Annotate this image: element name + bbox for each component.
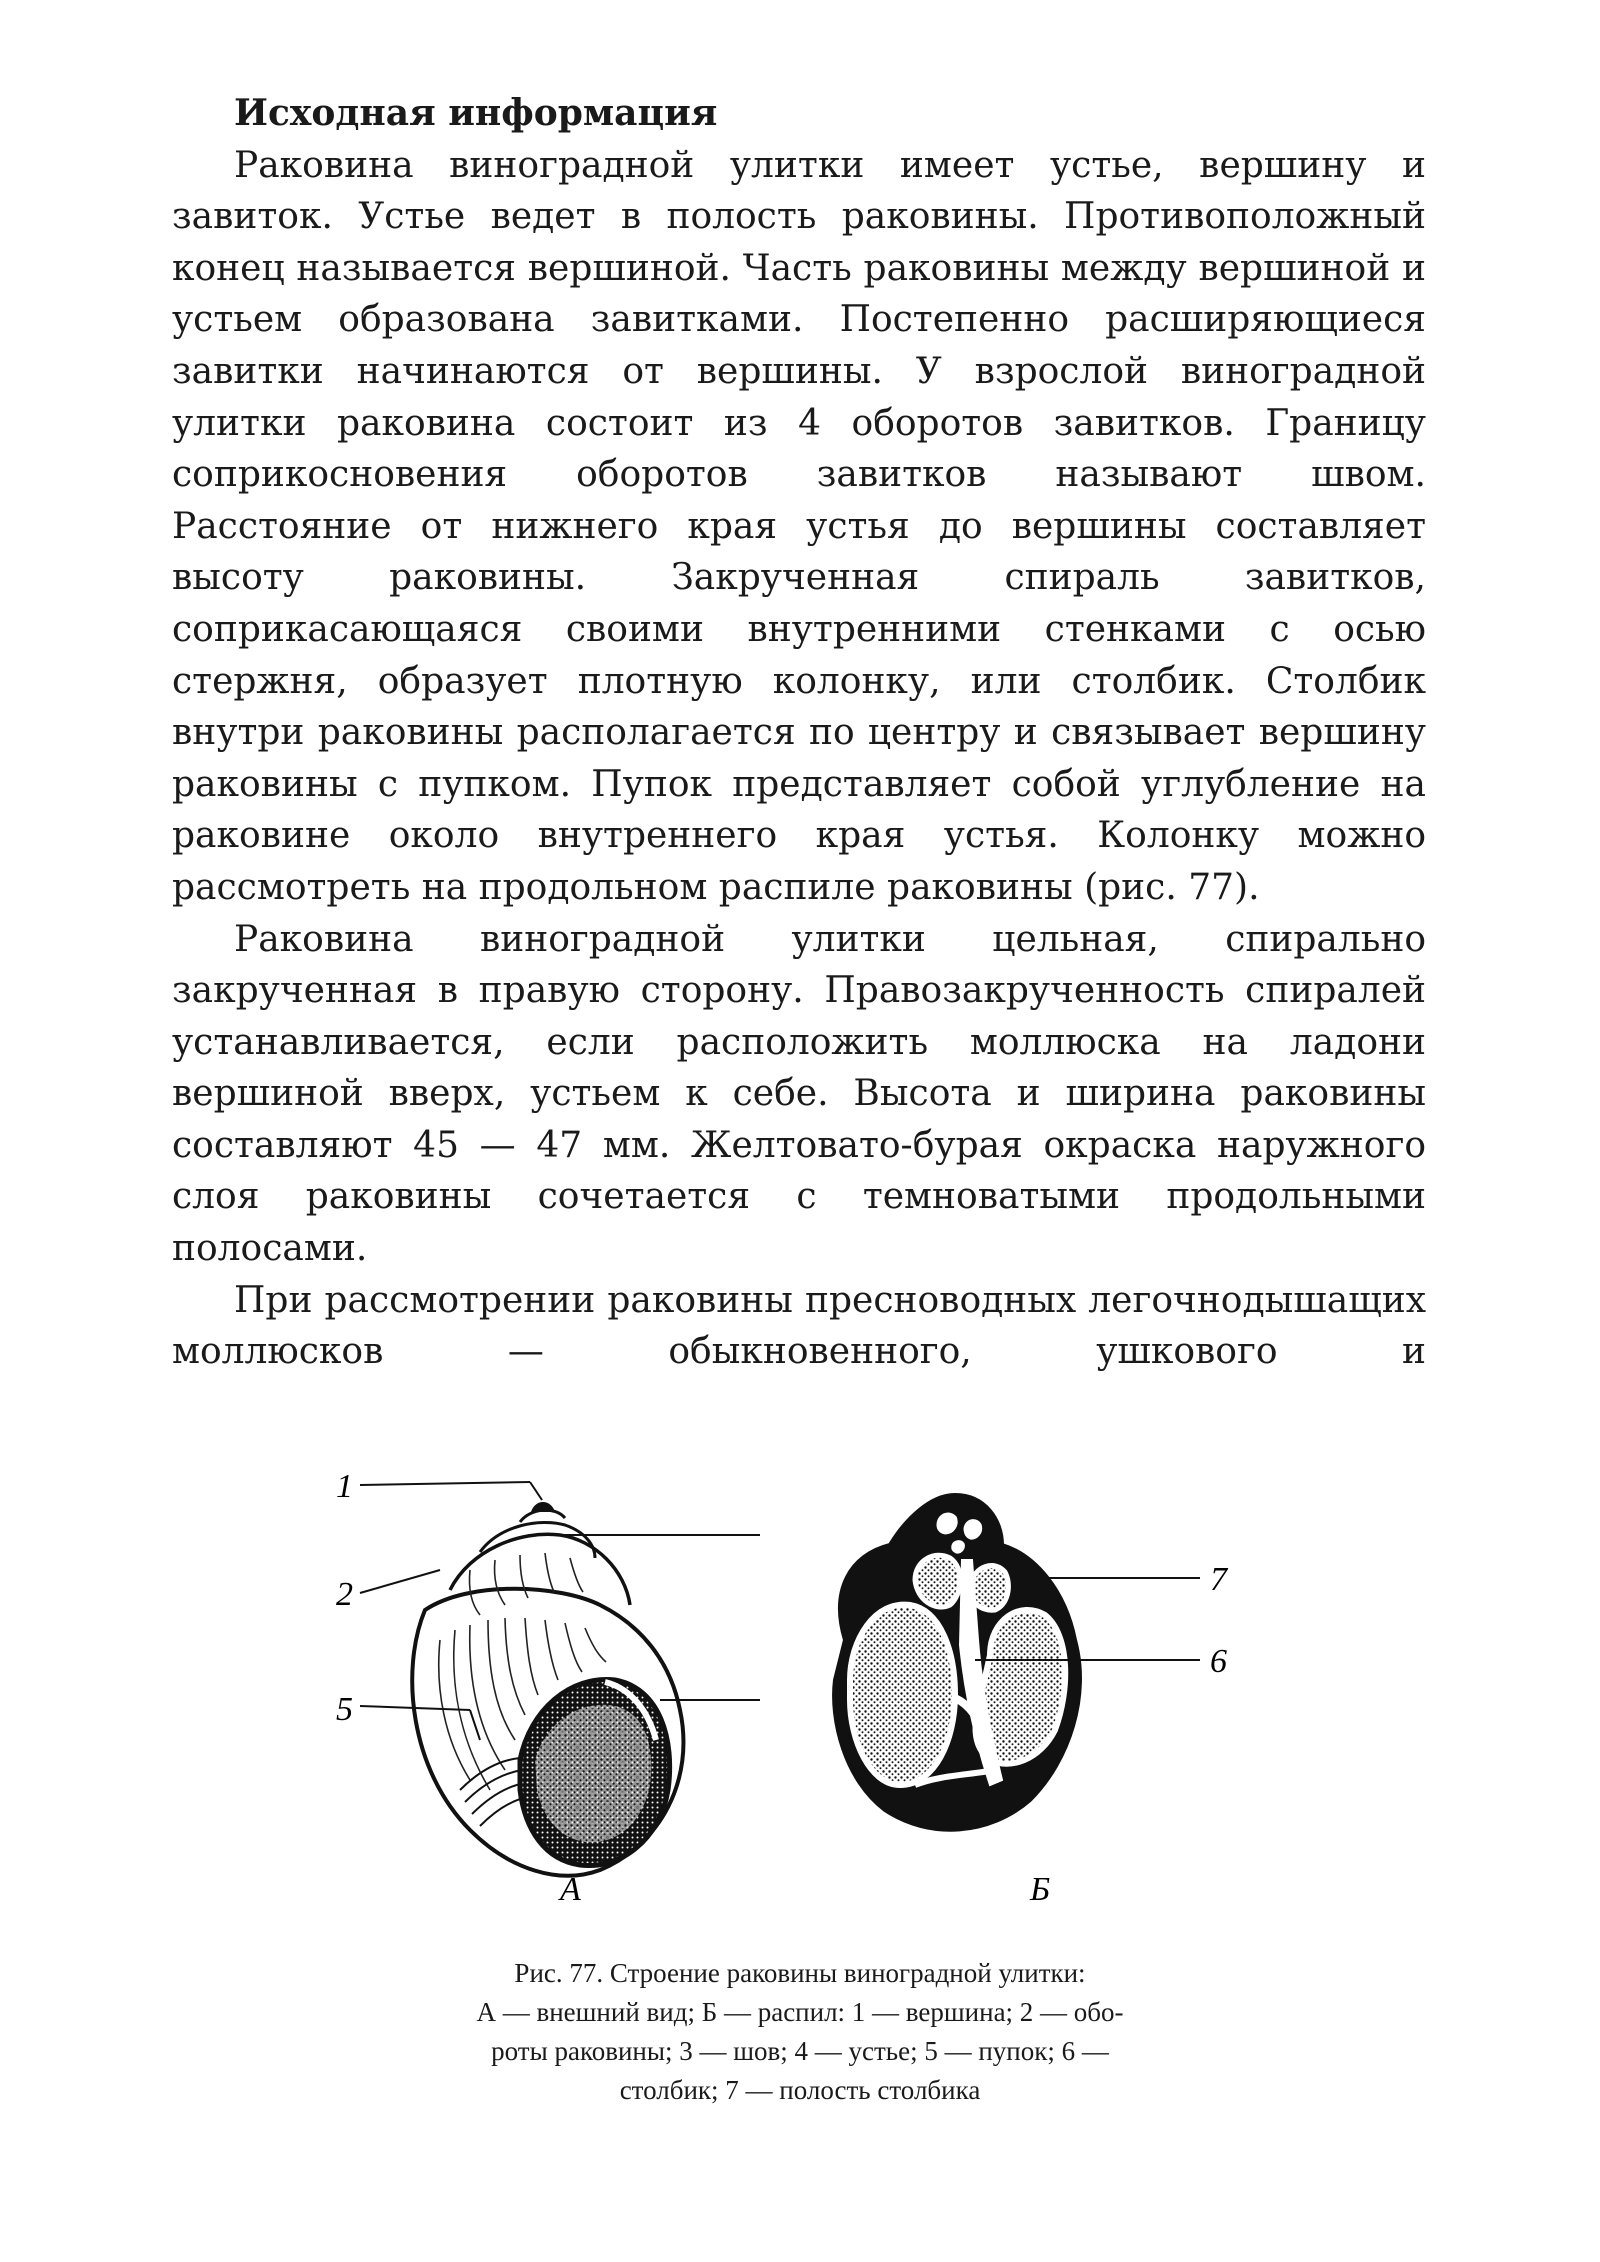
paragraph-1: Раковина виноградной улитки имеет устье, вершину и завиток. Устье ведет в полость раковины. Противоположный конец называется вершиной. Часть раковины между вершиной и устьем образована завитками. Постепенно расширяющиеся завитки начинаются от вершины. У взрослой виноградной улитки раковина состоит из 4 оборотов завитков. Границу соприкосновения оборотов завитков называют швом. Расстояние от нижнего края устья до вершины составляет высоту раковины. Закрученная спираль завитков, соприкасающаяся своими внутренними стенками с осью стержня, образует плотную колонку, или столбик. Столбик внутри раковины располагается по центру и связывает вершину раковины с пупком. Пупок представляет собой углубление на раковине около внутреннего края устья. Колонку можно рассмотреть на продольном распиле раковины (рис. 77). <box>172 144 1426 908</box>
callout-2: 2 <box>336 1576 353 1613</box>
shell-section-view <box>834 1495 1229 1908</box>
caption-line-4: столбик; 7 — полость столбика <box>619 2075 981 2105</box>
figure-77 <box>330 1440 1270 1910</box>
callout-7: 7 <box>1210 1561 1227 1598</box>
callout-5: 5 <box>336 1691 353 1728</box>
label-b: Б <box>1030 1871 1051 1908</box>
shell-illustration <box>330 1440 1270 1910</box>
callout-6: 6 <box>1210 1643 1227 1680</box>
figure-caption <box>380 1954 1220 2110</box>
paragraph-3: При рассмотрении раковины пресноводных легочнодышащих моллюсков — обыкновенного, ушкового и <box>172 1279 1426 1373</box>
caption-line-2: А — внешний вид; Б — распил: 1 — вершина; 2 — обо- <box>476 1997 1124 2027</box>
callout-1: 1 <box>336 1468 353 1505</box>
caption-line-1: Рис. 77. Строение раковины виноградной улитки: <box>514 1958 1086 1988</box>
section-heading: Исходная информация <box>234 92 718 134</box>
label-a: А <box>560 1871 581 1908</box>
paragraph-2: Раковина виноградной улитки цельная, спирально закрученная в правую сторону. Правозакрученность спиралей устанавливается, если расположить моллюска на ладони вершиной вверх, устьем к себе. Высота и ширина раковины составляют 45 — 47 мм. Желтовато-бурая окраска наружного слоя раковины сочетается с темноватыми продольными полосами. <box>172 918 1426 1270</box>
text-block <box>172 88 1426 1378</box>
shell-external-view <box>336 1468 760 1908</box>
caption-line-3: роты раковины; 3 — шов; 4 — устье; 5 — пупок; 6 — <box>491 2036 1109 2066</box>
